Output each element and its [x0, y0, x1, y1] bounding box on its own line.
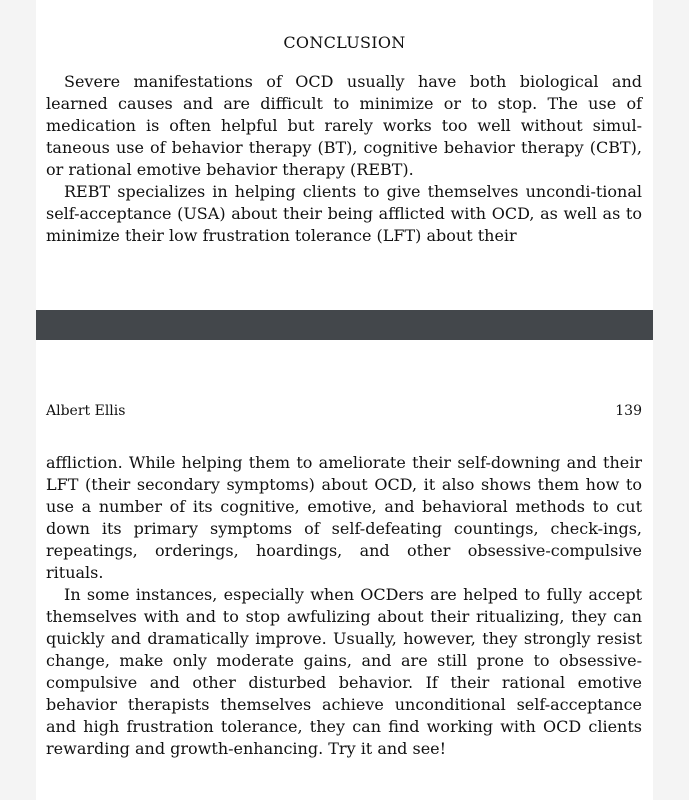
paragraph-4: In some instances, especially when OCDers are helped to fully accept themselves with and to stop awfulizing about their ritualizing, they can quickly and dramatically improve. Usually, however, they strongly resist change, make only moderate gains, and are still prone to obsessive-compulsive and other disturbed behavior. If their rational emotive behavior therapists themselves achieve unconditional self-acceptance and high frustration tolerance, they can find working with OCD clients rewarding and growth-enhancing. Try it and see! — [46, 585, 642, 758]
paragraph-1: Severe manifestations of OCD usually have both biological and learned causes and are difficult to minimize or to stop. The use of medication is often helpful but rarely works too well without simul-taneous use of behavior therapy (BT), cognitive behavior therapy (CBT), or rational emotive behavior therapy (REBT). — [46, 72, 642, 179]
author-name: Albert Ellis — [46, 403, 126, 419]
paragraph-2: REBT specializes in helping clients to give themselves uncondi-tional self-acceptance (USA) about their being afflicted with OCD, as well as to minimize their low frustration tolerance (LFT) about their — [46, 182, 642, 245]
page-divider — [36, 310, 653, 340]
page-number: 139 — [615, 403, 642, 419]
running-head — [46, 403, 642, 419]
paragraph-3: affliction. While helping them to ameliorate their self-downing and their LFT (their secondary symptoms) about OCD, it also shows them how to use a number of its cognitive, emotive, and behavioral methods to cut down its primary symptoms of self-defeating countings, check-ings, repeatings, orderings, hoardings, and other obsessive-compulsive rituals. — [46, 453, 642, 582]
bottom-text-block — [46, 452, 642, 760]
top-text-block — [46, 71, 642, 247]
section-heading: CONCLUSION — [283, 33, 406, 52]
